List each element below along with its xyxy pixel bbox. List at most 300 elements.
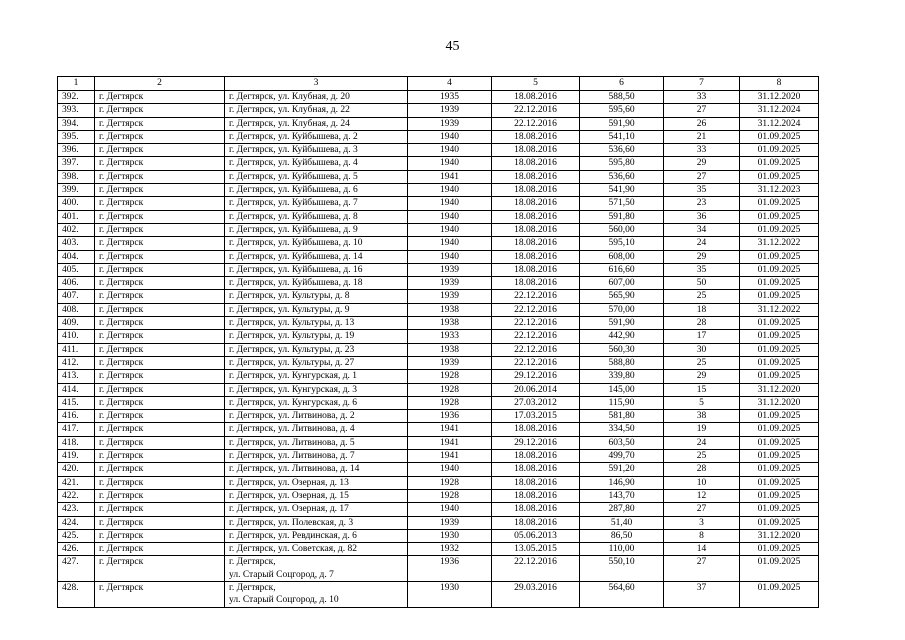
year-cell: 1940: [408, 223, 492, 236]
count-cell: 25: [664, 290, 740, 303]
date-cell: 18.08.2016: [492, 476, 580, 489]
date-cell: 05.06.2013: [492, 529, 580, 542]
table-row: [58, 556, 819, 582]
count-cell: 29: [664, 370, 740, 383]
table-row: [58, 277, 819, 290]
row-number: 419.: [58, 450, 95, 463]
row-number: 415.: [58, 396, 95, 409]
address-line: г. Дегтярск, ул. Культуры, д. 13: [229, 318, 355, 329]
table-row: [58, 581, 819, 607]
count-cell: 50: [664, 277, 740, 290]
address-line: г. Дегтярск, ул. Куйбышева, д. 5: [229, 171, 358, 182]
deadline-cell: 01.09.2025: [740, 503, 819, 516]
table-row: [58, 463, 819, 476]
deadline-cell: 31.12.2023: [740, 184, 819, 197]
row-number: 395.: [58, 130, 95, 143]
address-cell: [225, 581, 408, 607]
row-number: 411.: [58, 343, 95, 356]
count-cell: 18: [664, 303, 740, 316]
year-cell: 1940: [408, 197, 492, 210]
date-cell: 22.12.2016: [492, 317, 580, 330]
area-cell: 595,60: [580, 104, 664, 117]
address-cell: [225, 396, 408, 409]
row-number: 392.: [58, 91, 95, 104]
city-cell: г. Дегтярск: [95, 210, 225, 223]
city-cell: г. Дегтярск: [95, 237, 225, 250]
count-cell: 14: [664, 543, 740, 556]
area-cell: 499,70: [580, 450, 664, 463]
address-line: г. Дегтярск, ул. Кунгурская, д. 1: [229, 371, 358, 382]
row-number: 410.: [58, 330, 95, 343]
address-line: г. Дегтярск, ул. Озерная, д. 13: [229, 477, 349, 488]
year-cell: 1940: [408, 144, 492, 157]
address-cell: [225, 144, 408, 157]
year-cell: 1932: [408, 543, 492, 556]
deadline-cell: 01.09.2025: [740, 463, 819, 476]
year-cell: 1928: [408, 370, 492, 383]
city-cell: г. Дегтярск: [95, 223, 225, 236]
date-cell: 18.08.2016: [492, 197, 580, 210]
area-cell: 110,00: [580, 543, 664, 556]
deadline-cell: 01.09.2025: [740, 317, 819, 330]
address-line: г. Дегтярск, ул. Озерная, д. 15: [229, 490, 349, 501]
city-cell: г. Дегтярск: [95, 157, 225, 170]
row-number: 420.: [58, 463, 95, 476]
city-cell: г. Дегтярск: [95, 197, 225, 210]
count-cell: 10: [664, 476, 740, 489]
year-cell: 1940: [408, 130, 492, 143]
header-cell: 6: [580, 77, 664, 91]
city-cell: г. Дегтярск: [95, 436, 225, 449]
city-cell: г. Дегтярск: [95, 556, 225, 582]
city-cell: г. Дегтярск: [95, 396, 225, 409]
deadline-cell: 01.09.2025: [740, 556, 819, 582]
deadline-cell: 01.09.2025: [740, 170, 819, 183]
city-cell: г. Дегтярск: [95, 543, 225, 556]
address-line: г. Дегтярск, ул. Полевская, д. 3: [229, 517, 354, 528]
table-row: [58, 423, 819, 436]
row-number: 394.: [58, 117, 95, 130]
deadline-cell: 01.09.2025: [740, 370, 819, 383]
year-cell: 1928: [408, 383, 492, 396]
row-number: 405.: [58, 263, 95, 276]
year-cell: 1940: [408, 503, 492, 516]
year-cell: 1938: [408, 317, 492, 330]
deadline-cell: 01.09.2025: [740, 210, 819, 223]
table-row: [58, 516, 819, 529]
address-line: ул. Старый Соцгород, д. 7: [229, 569, 334, 580]
table-body: [58, 91, 819, 608]
date-cell: 18.08.2016: [492, 263, 580, 276]
year-cell: 1936: [408, 410, 492, 423]
deadline-cell: 01.09.2025: [740, 450, 819, 463]
deadline-cell: 01.09.2025: [740, 436, 819, 449]
row-number: 399.: [58, 184, 95, 197]
table-row: [58, 237, 819, 250]
address-line: г. Дегтярск, ул. Куйбышева, д. 3: [229, 145, 358, 156]
address-line: г. Дегтярск, ул. Кунгурская, д. 6: [229, 397, 358, 408]
table-row: [58, 290, 819, 303]
table-header: [58, 77, 819, 91]
deadline-cell: 31.12.2020: [740, 529, 819, 542]
count-cell: 29: [664, 157, 740, 170]
count-cell: 24: [664, 436, 740, 449]
deadline-cell: 01.09.2025: [740, 263, 819, 276]
address-cell: [225, 91, 408, 104]
row-number: 422.: [58, 489, 95, 502]
deadline-cell: 31.12.2024: [740, 104, 819, 117]
city-cell: г. Дегтярск: [95, 450, 225, 463]
table-row: [58, 543, 819, 556]
table-row: [58, 144, 819, 157]
table-row: [58, 91, 819, 104]
date-cell: 27.03.2012: [492, 396, 580, 409]
city-cell: г. Дегтярск: [95, 516, 225, 529]
year-cell: 1938: [408, 303, 492, 316]
city-cell: г. Дегтярск: [95, 117, 225, 130]
year-cell: 1939: [408, 356, 492, 369]
area-cell: 339,80: [580, 370, 664, 383]
row-number: 425.: [58, 529, 95, 542]
address-cell: [225, 516, 408, 529]
address-cell: [225, 423, 408, 436]
address-cell: [225, 250, 408, 263]
deadline-cell: 01.09.2025: [740, 489, 819, 502]
city-cell: г. Дегтярск: [95, 330, 225, 343]
date-cell: 22.12.2016: [492, 104, 580, 117]
year-cell: 1939: [408, 290, 492, 303]
row-number: 408.: [58, 303, 95, 316]
address-line: г. Дегтярск,: [229, 582, 276, 593]
address-line: г. Дегтярск, ул. Советская, д. 82: [229, 544, 357, 555]
row-number: 424.: [58, 516, 95, 529]
table-row: [58, 436, 819, 449]
deadline-cell: 31.12.2020: [740, 91, 819, 104]
table-row: [58, 450, 819, 463]
header-cell: 5: [492, 77, 580, 91]
count-cell: 25: [664, 356, 740, 369]
city-cell: г. Дегтярск: [95, 104, 225, 117]
date-cell: 22.12.2016: [492, 290, 580, 303]
date-cell: 22.12.2016: [492, 303, 580, 316]
row-number: 407.: [58, 290, 95, 303]
area-cell: 51,40: [580, 516, 664, 529]
date-cell: 18.08.2016: [492, 277, 580, 290]
address-line: г. Дегтярск, ул. Культуры, д. 19: [229, 331, 355, 342]
address-cell: [225, 556, 408, 582]
area-cell: 570,00: [580, 303, 664, 316]
address-line: г. Дегтярск, ул. Куйбышева, д. 6: [229, 185, 358, 196]
deadline-cell: 01.09.2025: [740, 410, 819, 423]
deadline-cell: 01.09.2025: [740, 277, 819, 290]
city-cell: г. Дегтярск: [95, 343, 225, 356]
date-cell: 18.08.2016: [492, 237, 580, 250]
deadline-cell: 01.09.2025: [740, 250, 819, 263]
table-row: [58, 104, 819, 117]
table-row: [58, 410, 819, 423]
address-cell: [225, 184, 408, 197]
city-cell: г. Дегтярск: [95, 317, 225, 330]
area-cell: 560,00: [580, 223, 664, 236]
area-cell: 607,00: [580, 277, 664, 290]
row-number: 423.: [58, 503, 95, 516]
deadline-cell: 01.09.2025: [740, 330, 819, 343]
address-line: г. Дегтярск, ул. Куйбышева, д. 8: [229, 211, 358, 222]
area-cell: 581,80: [580, 410, 664, 423]
city-cell: г. Дегтярск: [95, 356, 225, 369]
city-cell: г. Дегтярск: [95, 476, 225, 489]
row-number: 397.: [58, 157, 95, 170]
city-cell: г. Дегтярск: [95, 503, 225, 516]
year-cell: 1940: [408, 157, 492, 170]
table-row: [58, 529, 819, 542]
city-cell: г. Дегтярск: [95, 91, 225, 104]
date-cell: 18.08.2016: [492, 223, 580, 236]
area-cell: 146,90: [580, 476, 664, 489]
year-cell: 1935: [408, 91, 492, 104]
area-cell: 591,90: [580, 317, 664, 330]
table-row: [58, 157, 819, 170]
area-cell: 591,20: [580, 463, 664, 476]
row-number: 412.: [58, 356, 95, 369]
address-line: ул. Старый Соцгород, д. 10: [229, 595, 339, 606]
table-row: [58, 383, 819, 396]
deadline-cell: 31.12.2022: [740, 303, 819, 316]
count-cell: 36: [664, 210, 740, 223]
area-cell: 565,90: [580, 290, 664, 303]
row-number: 418.: [58, 436, 95, 449]
date-cell: 18.08.2016: [492, 450, 580, 463]
address-line: г. Дегтярск, ул. Литвинова, д. 5: [229, 437, 355, 448]
date-cell: 18.08.2016: [492, 423, 580, 436]
row-number: 413.: [58, 370, 95, 383]
city-cell: г. Дегтярск: [95, 423, 225, 436]
row-number: 417.: [58, 423, 95, 436]
table-row: [58, 117, 819, 130]
deadline-cell: 01.09.2025: [740, 290, 819, 303]
address-line: г. Дегтярск, ул. Куйбышева, д. 14: [229, 251, 363, 262]
year-cell: 1939: [408, 516, 492, 529]
address-cell: [225, 529, 408, 542]
header-cell: 2: [95, 77, 225, 91]
table-row: [58, 356, 819, 369]
row-number: 416.: [58, 410, 95, 423]
address-line: г. Дегтярск, ул. Куйбышева, д. 18: [229, 278, 363, 289]
address-line: г. Дегтярск, ул. Культуры, д. 23: [229, 344, 355, 355]
address-line: г. Дегтярск, ул. Литвинова, д. 4: [229, 424, 355, 435]
year-cell: 1939: [408, 117, 492, 130]
area-cell: 115,90: [580, 396, 664, 409]
date-cell: 13.05.2015: [492, 543, 580, 556]
address-line: г. Дегтярск, ул. Кунгурская, д. 3: [229, 384, 358, 395]
address-cell: [225, 503, 408, 516]
date-cell: 22.12.2016: [492, 356, 580, 369]
header-cell: 3: [225, 77, 408, 91]
area-cell: 608,00: [580, 250, 664, 263]
city-cell: г. Дегтярск: [95, 581, 225, 607]
deadline-cell: 01.09.2025: [740, 581, 819, 607]
header-cell: 1: [58, 77, 95, 91]
year-cell: 1938: [408, 343, 492, 356]
address-line: г. Дегтярск, ул. Литвинова, д. 14: [229, 464, 360, 475]
address-cell: [225, 303, 408, 316]
row-number: 400.: [58, 197, 95, 210]
header-cell: 4: [408, 77, 492, 91]
city-cell: г. Дегтярск: [95, 303, 225, 316]
year-cell: 1939: [408, 277, 492, 290]
date-cell: 18.08.2016: [492, 463, 580, 476]
date-cell: 18.08.2016: [492, 250, 580, 263]
count-cell: 25: [664, 450, 740, 463]
deadline-cell: 01.09.2025: [740, 343, 819, 356]
deadline-cell: 01.09.2025: [740, 130, 819, 143]
address-cell: [225, 383, 408, 396]
table-row: [58, 170, 819, 183]
year-cell: 1936: [408, 556, 492, 582]
date-cell: 29.12.2016: [492, 436, 580, 449]
table-row: [58, 197, 819, 210]
area-cell: 603,50: [580, 436, 664, 449]
date-cell: 22.12.2016: [492, 117, 580, 130]
count-cell: 21: [664, 130, 740, 143]
address-cell: [225, 117, 408, 130]
address-cell: [225, 170, 408, 183]
row-number: 427.: [58, 556, 95, 582]
year-cell: 1940: [408, 250, 492, 263]
address-line: г. Дегтярск, ул. Клубная, д. 20: [229, 92, 350, 102]
address-cell: [225, 317, 408, 330]
date-cell: 20.06.2014: [492, 383, 580, 396]
row-number: 393.: [58, 104, 95, 117]
row-number: 402.: [58, 223, 95, 236]
row-number: 414.: [58, 383, 95, 396]
address-line: г. Дегтярск, ул. Куйбышева, д. 10: [229, 238, 363, 249]
area-cell: 145,00: [580, 383, 664, 396]
header-row: [58, 77, 819, 91]
row-number: 401.: [58, 210, 95, 223]
count-cell: 26: [664, 117, 740, 130]
header-cell: 8: [740, 77, 819, 91]
deadline-cell: 31.12.2024: [740, 117, 819, 130]
count-cell: 38: [664, 410, 740, 423]
city-cell: г. Дегтярск: [95, 463, 225, 476]
area-cell: 591,80: [580, 210, 664, 223]
address-cell: [225, 223, 408, 236]
city-cell: г. Дегтярск: [95, 144, 225, 157]
row-number: 409.: [58, 317, 95, 330]
date-cell: 17.03.2015: [492, 410, 580, 423]
city-cell: г. Дегтярск: [95, 263, 225, 276]
deadline-cell: 01.09.2025: [740, 356, 819, 369]
address-cell: [225, 436, 408, 449]
count-cell: 34: [664, 223, 740, 236]
year-cell: 1928: [408, 489, 492, 502]
area-cell: 616,60: [580, 263, 664, 276]
page-number: 45: [445, 39, 460, 54]
area-cell: 595,80: [580, 157, 664, 170]
table-row: [58, 250, 819, 263]
year-cell: 1939: [408, 263, 492, 276]
deadline-cell: 01.09.2025: [740, 197, 819, 210]
year-cell: 1940: [408, 210, 492, 223]
address-cell: [225, 370, 408, 383]
city-cell: г. Дегтярск: [95, 370, 225, 383]
address-cell: [225, 450, 408, 463]
row-number: 398.: [58, 170, 95, 183]
count-cell: 28: [664, 463, 740, 476]
row-number: 403.: [58, 237, 95, 250]
row-number: 396.: [58, 144, 95, 157]
count-cell: 12: [664, 489, 740, 502]
address-line: г. Дегтярск, ул. Культуры, д. 9: [229, 304, 350, 315]
address-cell: [225, 543, 408, 556]
address-cell: [225, 290, 408, 303]
date-cell: 29.12.2016: [492, 370, 580, 383]
count-cell: 35: [664, 184, 740, 197]
area-cell: 287,80: [580, 503, 664, 516]
city-cell: г. Дегтярск: [95, 130, 225, 143]
address-line: г. Дегтярск, ул. Культуры, д. 27: [229, 357, 355, 368]
date-cell: 18.08.2016: [492, 516, 580, 529]
year-cell: 1941: [408, 170, 492, 183]
date-cell: 18.08.2016: [492, 489, 580, 502]
date-cell: 18.08.2016: [492, 157, 580, 170]
area-cell: 541,90: [580, 184, 664, 197]
table-row: [58, 223, 819, 236]
count-cell: 23: [664, 197, 740, 210]
address-cell: [225, 104, 408, 117]
row-number: 421.: [58, 476, 95, 489]
year-cell: 1941: [408, 450, 492, 463]
count-cell: 24: [664, 237, 740, 250]
city-cell: г. Дегтярск: [95, 170, 225, 183]
year-cell: 1933: [408, 330, 492, 343]
address-cell: [225, 476, 408, 489]
deadline-cell: 01.09.2025: [740, 423, 819, 436]
table-row: [58, 210, 819, 223]
address-line: г. Дегтярск, ул. Литвинова, д. 2: [229, 411, 355, 422]
data-table: [57, 76, 819, 608]
address-cell: [225, 157, 408, 170]
address-line: г. Дегтярск, ул. Куйбышева, д. 9: [229, 224, 358, 235]
address-line: г. Дегтярск, ул. Клубная, д. 22: [229, 105, 350, 116]
table-row: [58, 370, 819, 383]
row-number: 426.: [58, 543, 95, 556]
address-cell: [225, 130, 408, 143]
count-cell: 33: [664, 144, 740, 157]
count-cell: 5: [664, 396, 740, 409]
address-line: г. Дегтярск,: [229, 557, 276, 568]
area-cell: 541,10: [580, 130, 664, 143]
address-line: г. Дегтярск, ул. Литвинова, д. 7: [229, 451, 355, 462]
table-row: [58, 303, 819, 316]
address-line: г. Дегтярск, ул. Озерная, д. 17: [229, 504, 349, 515]
address-cell: [225, 277, 408, 290]
city-cell: г. Дегтярск: [95, 277, 225, 290]
table-row: [58, 330, 819, 343]
count-cell: 30: [664, 343, 740, 356]
count-cell: 27: [664, 556, 740, 582]
table-row: [58, 130, 819, 143]
table-row: [58, 489, 819, 502]
year-cell: 1941: [408, 436, 492, 449]
year-cell: 1928: [408, 396, 492, 409]
address-cell: [225, 463, 408, 476]
count-cell: 8: [664, 529, 740, 542]
address-line: г. Дегтярск, ул. Клубная, д. 24: [229, 118, 350, 129]
area-cell: 86,50: [580, 529, 664, 542]
year-cell: 1940: [408, 463, 492, 476]
